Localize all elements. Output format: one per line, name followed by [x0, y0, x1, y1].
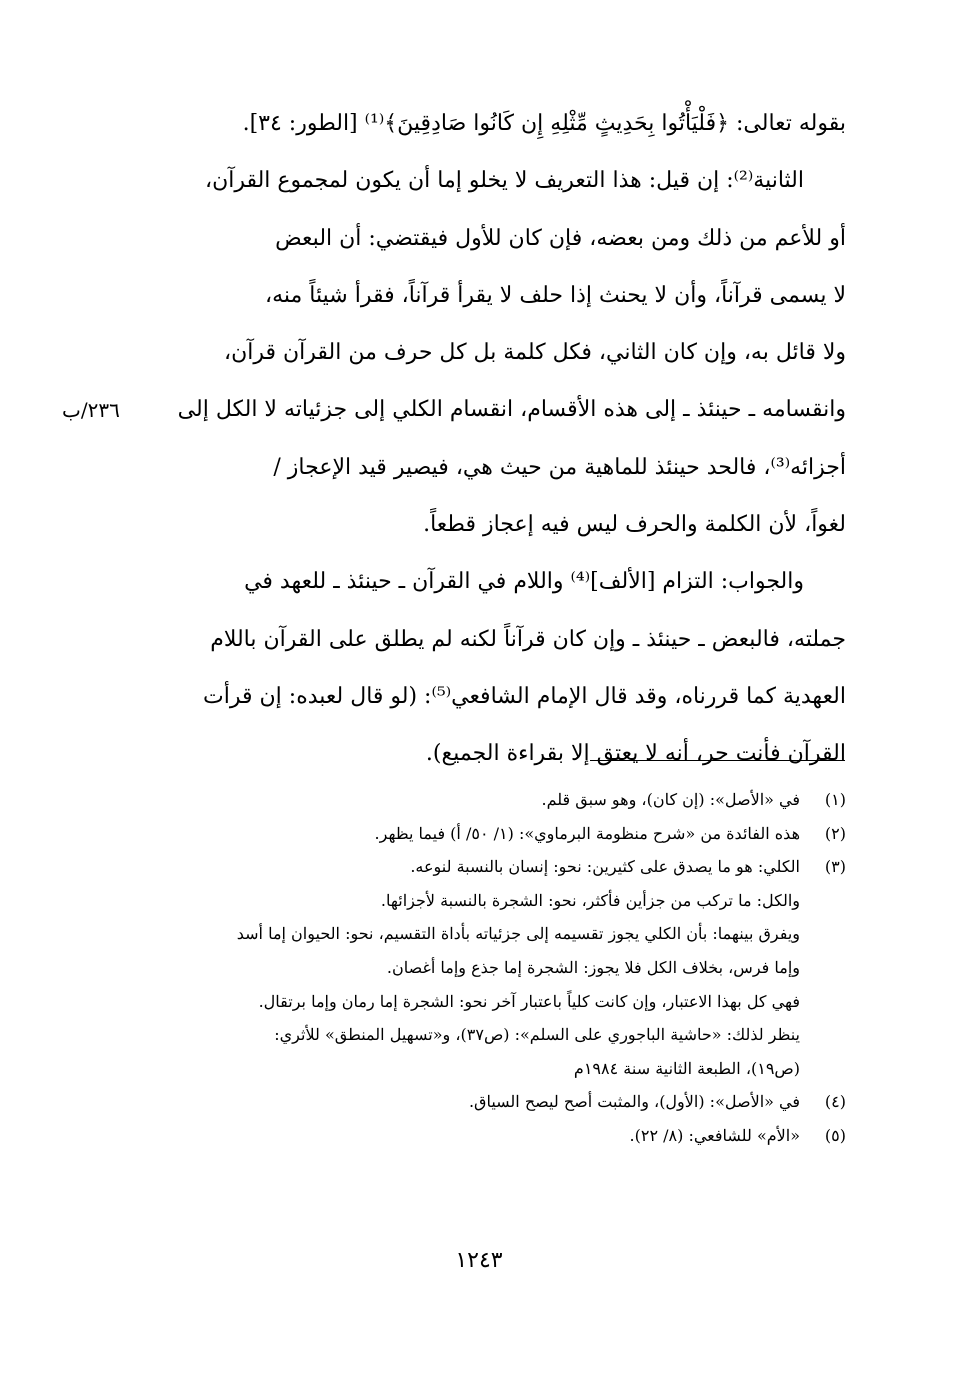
- footnote-continuation: وإما فرس، بخلاف الكل فلا يجوز: الشجرة إما جذع وإما أغصان.: [386, 957, 800, 977]
- page-number: ١٢٤٣: [455, 1248, 503, 1273]
- footnote-continuation: (ص١٩)، الطبعة الثانية سنة ١٩٨٤م: [573, 1058, 800, 1078]
- footnote-number: (٥): [824, 1125, 846, 1145]
- footnote-number: (٤): [824, 1092, 846, 1112]
- footnote-number: (١): [824, 790, 846, 809]
- footnote: [116, 850, 846, 884]
- footnote-number: (٢): [824, 823, 846, 843]
- text-line: العهدية كما قررناه، وقد قال الإمام الشافعي⁽⁵⁾: (لو قال لعبده: إن قرأت: [203, 683, 846, 709]
- margin-folio-note: ٢٣٦/ب: [62, 398, 120, 422]
- footnote-continuation: ينظر لذلك: «حاشية الباجوري على السلم»: (ص٣٧)، و«تسهيل المنطق» للأثري:: [274, 1025, 800, 1045]
- footnote-number: (٣): [824, 857, 846, 877]
- footnote-text: في «الأصل»: (إن كان)، وهو سبق قلم.: [541, 790, 800, 809]
- footnote: [116, 1085, 846, 1119]
- footnote-continuation: فهي كل بهذا الاعتبار، وإن كانت كلياً باعتبار آخر نحو: الشجرة إما رمان وإما برتقال.: [258, 991, 800, 1011]
- footnotes: [116, 783, 846, 1153]
- footnote: [116, 1119, 846, 1153]
- footnote-text: «الأم» للشافعي: (٨/ ٢٢).: [629, 1125, 800, 1145]
- footnote-text: هذه الفائدة من «شرح منظومة البرماوي»: (١/ ٥٠/ أ) فيما يظهر.: [374, 823, 800, 843]
- footnote-continuation: والكل: ما تركب من جزأين فأكثر، نحو: الشجرة بالنسبة لأجزائها.: [380, 890, 800, 910]
- footnote-separator: [590, 760, 845, 761]
- footnote: [116, 783, 846, 817]
- footnote-text: الكلي: هو ما يصدق على كثيرين: نحو: إنسان بالنسبة لنوعه.: [410, 857, 800, 877]
- text-line: بقوله تعالى: ﴿فَلْيَأْتُوا بِحَدِيثٍ مِّثْلِهِ إِن كَانُوا صَادِقِينَ﴾⁽¹⁾ [الطور: ٣٤].: [242, 111, 846, 136]
- text-line: أو للأعم من ذلك ومن بعضه، فإن كان للأول فيقتضي: أن البعض: [275, 225, 846, 251]
- main-text: [116, 95, 846, 783]
- text-line: القرآن فأنت حر، أنه لا يعتق إلا بقراءة الجميع).: [425, 741, 846, 767]
- text-line: وانقسامه ـ حينئذ ـ إلى هذه الأقسام، انقسام الكلي إلى جزئياته لا الكل إلى: [177, 397, 846, 423]
- footnote-continuation: ويفرق بينهما: بأن الكلي يجوز تقسيمه إلى جزئياته بأداة التقسيم، نحو: الحيوان إما أسد: [236, 924, 800, 944]
- text-line: جملته، فالبعض ـ حينئذ ـ وإن كان قرآناً لكنه لم يطلق على القرآن باللام: [210, 626, 846, 652]
- footnote: [116, 817, 846, 851]
- text-line: ولا قائل به، وإن كان الثاني، فكل كلمة بل كل حرف من القرآن قرآن،: [223, 340, 846, 366]
- text-line: أجزائه⁽³⁾، فالحد حينئذ للماهية من حيث هي، فيصير قيد الإعجاز /: [273, 454, 846, 480]
- text-line: الثانية⁽²⁾: إن قيل: هذا التعريف لا يخلو إما أن يكون لمجموع القرآن،: [204, 168, 804, 194]
- text-line: لغواً، لأن الكلمة والحرف ليس فيه إعجاز قطعاً.: [423, 512, 846, 538]
- text-line: والجواب: التزام [الألف]⁽⁴⁾ واللام في القرآن ـ حينئذ ـ للعهد في: [244, 569, 804, 595]
- footnote-text: في «الأصل»: (الأول)، والمثبت أصح ليصح السياق.: [468, 1092, 800, 1112]
- text-line: لا يسمى قرآناً، وأن لا يحنث إذا حلف لا يقرأ قرآناً، فقرأ شيئاً منه،: [264, 282, 846, 308]
